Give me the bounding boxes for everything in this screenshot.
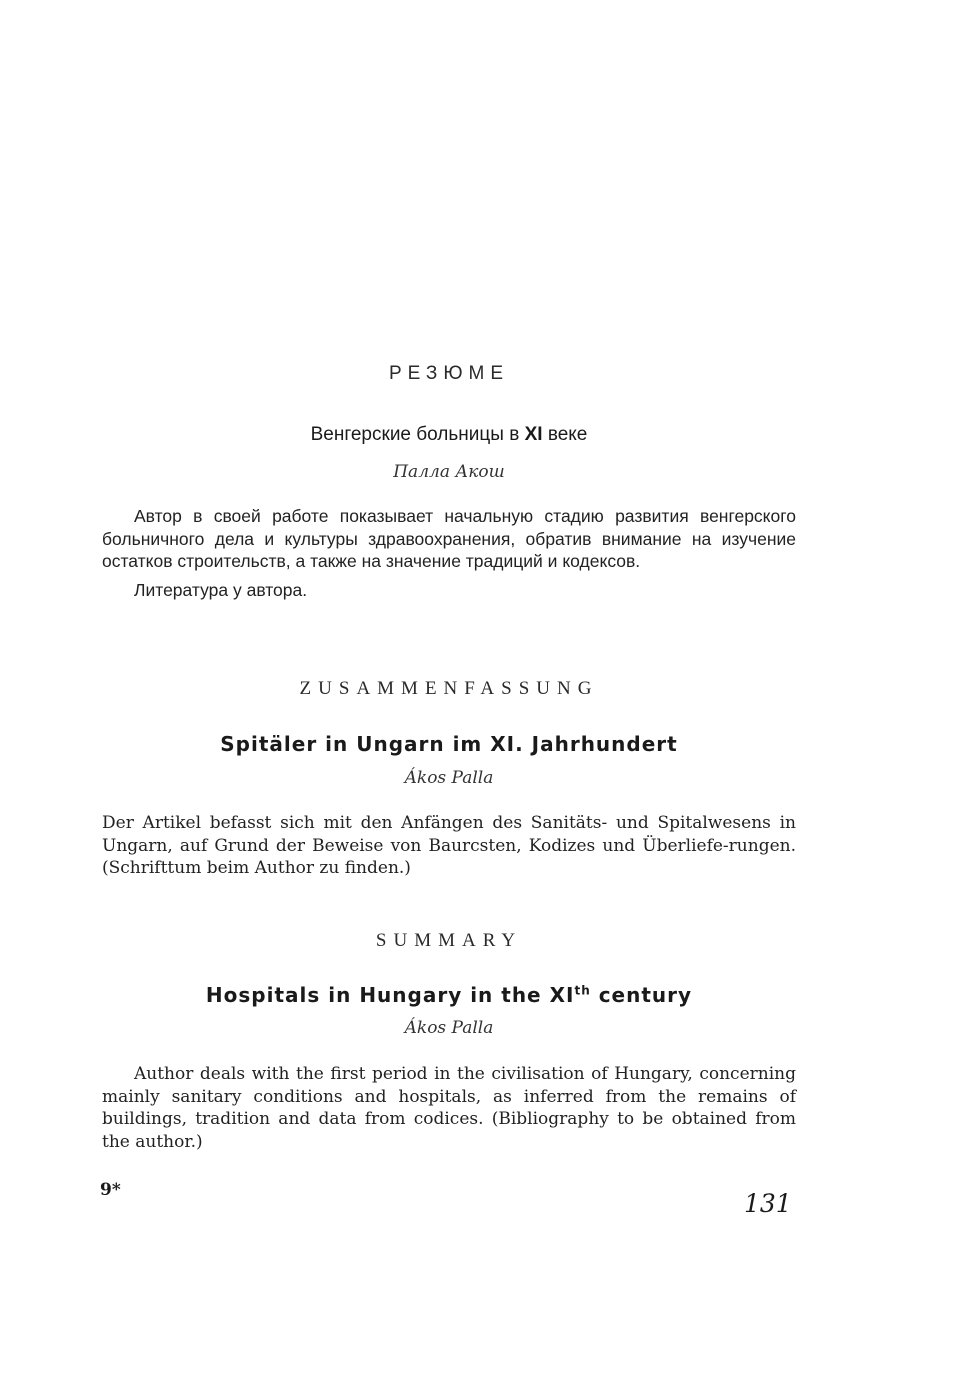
german-heading: ZUSAMMENFASSUNG	[299, 678, 599, 699]
russian-title-prefix: Венгерские больницы в	[310, 424, 525, 445]
german-body-block	[102, 812, 796, 880]
russian-title-block	[102, 424, 796, 446]
german-title-block	[102, 732, 796, 756]
russian-note: Литература у автора.	[134, 579, 308, 600]
english-title-suffix: century	[590, 983, 693, 1007]
page-number: 131	[744, 1189, 792, 1218]
russian-title	[102, 424, 796, 446]
german-author: Ákos Palla	[404, 768, 494, 788]
english-author-block	[102, 1018, 796, 1038]
english-heading: SUMMARY	[375, 930, 523, 951]
english-title-block	[102, 983, 796, 1007]
english-title-prefix: Hospitals in Hungary in the XI	[205, 983, 575, 1007]
english-heading-block	[102, 930, 796, 952]
english-body: Author deals with the first period in the civilisation of Hungary, concerning mainly sanitary conditions and hospitals, as inferred from the remains of buildings, tradition and data from codices. (Bibliography to be obtained from the author.)	[102, 1064, 796, 1152]
german-author-block	[102, 768, 796, 788]
russian-title-suffix: веке	[542, 424, 588, 445]
russian-title-roman: XI	[524, 424, 543, 445]
russian-author: Палла Акош	[393, 462, 505, 482]
german-heading-block	[102, 678, 796, 700]
english-title	[102, 983, 796, 1007]
english-author: Ákos Palla	[404, 1018, 494, 1038]
russian-body: Автор в своей работе показывает начальную стадию развития венгерского больничного дела и культуры здравоохранения, обратив внимание на изучение остатков строительств, а также на значение традиций и кодексов.	[102, 506, 796, 571]
signature-mark: 9*	[100, 1180, 121, 1200]
russian-body-block	[102, 505, 796, 601]
german-title: Spitäler in Ungarn im XI. Jahrhundert	[220, 732, 678, 756]
russian-summary	[102, 363, 796, 385]
english-title-sup: th	[574, 983, 591, 998]
russian-heading: РЕЗЮМЕ	[388, 363, 510, 384]
english-body-block	[102, 1063, 796, 1153]
german-body: Der Artikel befasst sich mit den Anfängen des Sanitäts- und Spitalwesens in Ungarn, auf Grund der Beweise von Baurcsten, Kodizes und Überliefe-rungen. (Schrifttum beim Author zu finden.)	[102, 813, 796, 878]
russian-author-block	[102, 462, 796, 482]
